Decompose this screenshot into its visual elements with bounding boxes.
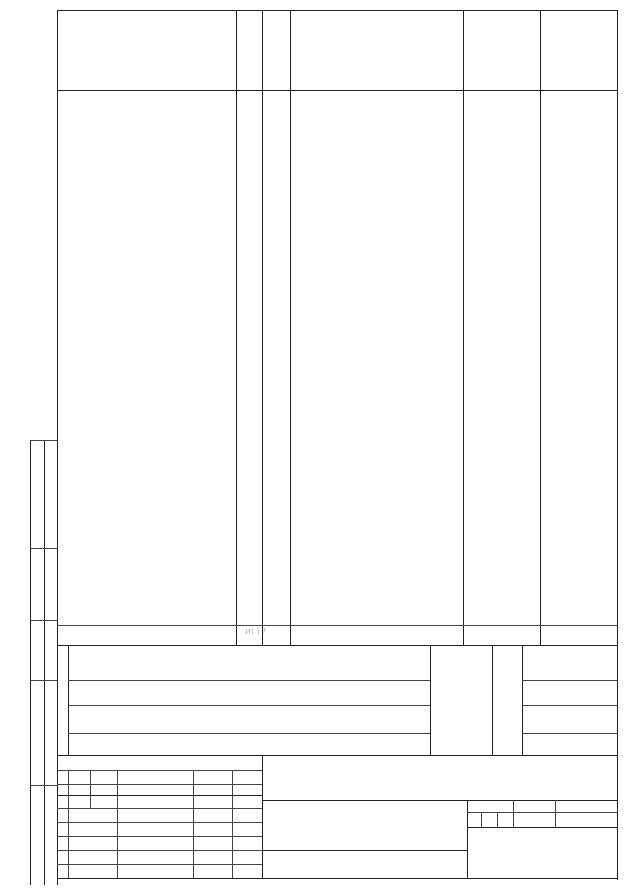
side-strip-left xyxy=(30,440,31,885)
frame-bottom xyxy=(57,878,617,879)
frame-top xyxy=(57,10,617,11)
frame-left xyxy=(57,10,58,885)
a4-col-label xyxy=(496,648,518,752)
side-strip-mid xyxy=(44,440,45,885)
frame-right xyxy=(617,10,618,880)
faint-mark: и\ \ ! xyxy=(245,627,267,637)
